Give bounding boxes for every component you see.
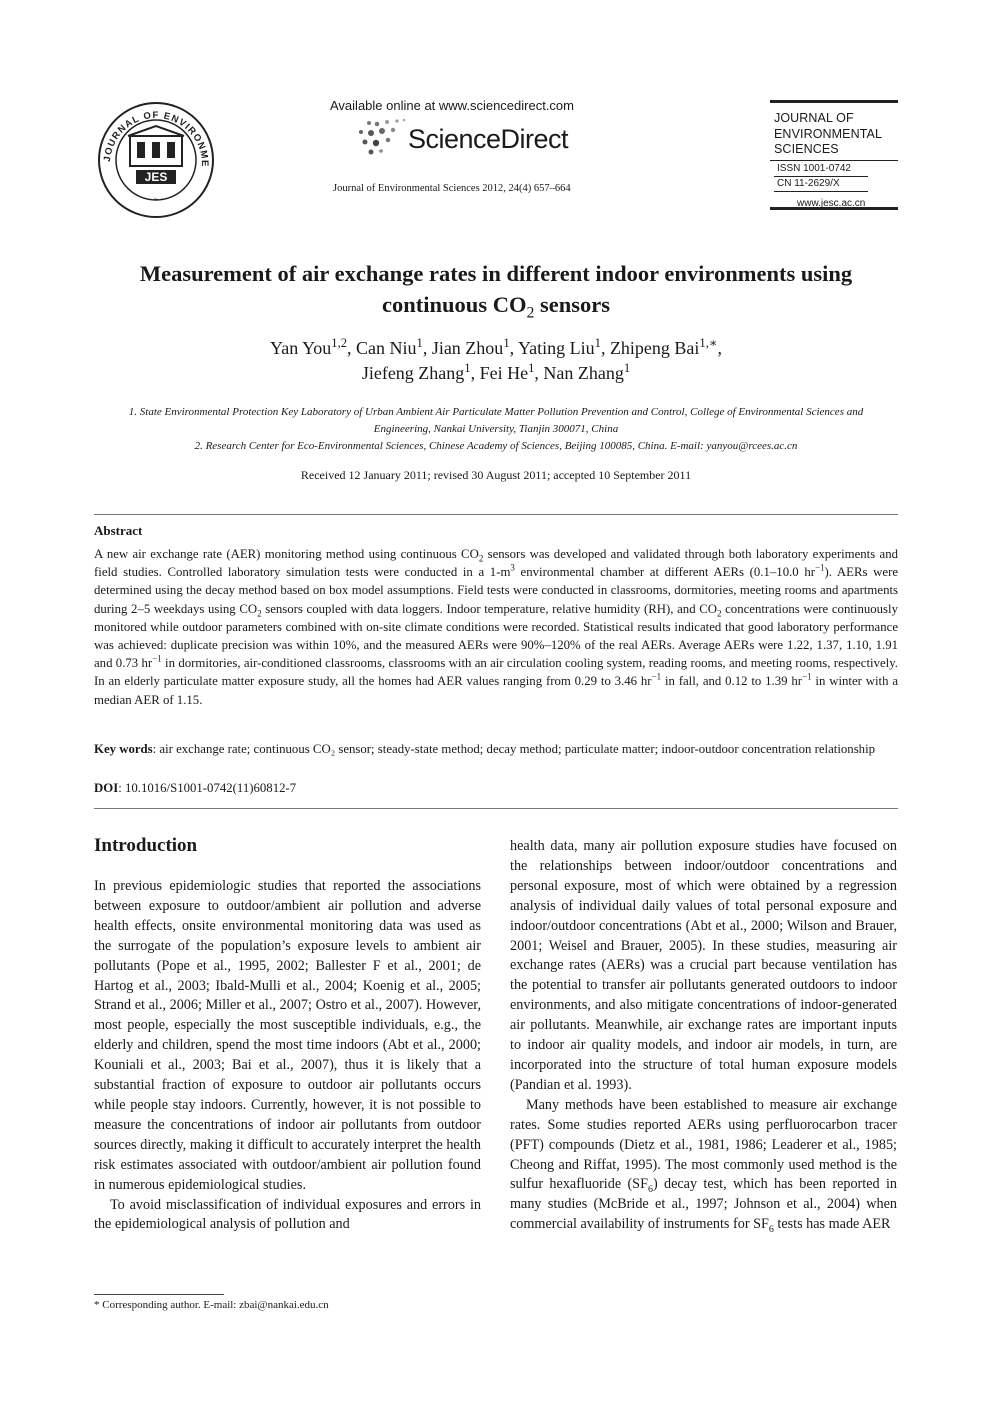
keywords: Key words: air exchange rate; continuous CO₂ sensor; steady-state method; decay method; particulate matter; indoor-outdoor concentration relationship xyxy=(94,742,876,756)
affiliation-1: 1. State Environmental Protection Key Laboratory of Urban Ambient Air Particulate Matter Pollution Prevention and Control, College of Environmental Sciences and Engineering, Nankai University, Tianjin 300071, China xyxy=(128,406,864,435)
body-column-left xyxy=(94,877,481,1235)
abstract-body: A new air exchange rate (AER) monitoring method using continuous $CO_2$ sensors was developed and validated through both laboratory experiments and field studies. Controlled laboratory simulation tests were conducted in a $1-m^3$ environmental chamber at different AERs (0.1–10.0 $hr^{-1}$). AERs were determined using the decay method based on box model assumptions. Field tests were conducted in classrooms, dormitories, meeting rooms and apartments during 2–5 weekdays using $CO_2$ sensors coupled with data loggers. Indoor temperature, relative humidity (RH), and $CO_2$ concentrations were continuously monitored while outdoor parameters combined with on-site climate conditions were recorded. Statistical results indicated that good laboratory performance was achieved: duplicate precision was within 10%, and the measured AERs were 90%–120% of the real AERs. Average AERs were 1.22, 1.37, 1.10, 1.91 and 0.73 $hr^{-1}$ in dormitories, air-conditioned classrooms, classrooms with an air circulation cooling system, reading rooms, and meeting rooms, respectively. In an elderly particulate matter exposure study, all the homes had AER values ranging from 0.29 to 3.46 $hr^{-1}$ in fall, and 0.12 to 1.39 $hr^{-1}$ in winter with a median AER of 1.15. xyxy=(94,547,899,707)
divider xyxy=(94,514,898,515)
author: Nan Zhang xyxy=(543,363,624,383)
body-column-right xyxy=(510,837,897,1235)
author: Yating Liu xyxy=(517,338,595,358)
author: Zhipeng Bai xyxy=(609,338,700,358)
affiliations xyxy=(110,404,882,455)
journal-name: JOURNAL OF ENVIRONMENTAL SCIENCES xyxy=(774,111,883,156)
journal-citation: Journal of Environmental Sciences 2012, 24(4) 657–664 xyxy=(333,183,571,194)
svg-text:JOURNAL OF ENVIRONMENTAL SCIEN: JOURNAL OF ENVIRONME xyxy=(101,109,211,168)
affiliation-2: 2. Research Center for Eco-Environmental Sciences, Chinese Academy of Sciences, Beijing 100085, China. E-mail: yanyou@rcees.ac.cn xyxy=(194,440,798,452)
doi[interactable]: DOI: 10.1016/S1001-0742(11)60812-7 xyxy=(94,781,297,795)
received-dates: Received 12 January 2011; revised 30 August 2011; accepted 10 September 2011 xyxy=(300,468,692,482)
logo-text: JES xyxy=(144,170,168,184)
journal-logo xyxy=(94,100,218,220)
paragraph: In previous epidemiologic studies that reported the associations between exposure to outdoor/ambient air pollution and adverse health effects, onsite environmental monitoring data was used as the surrogate of the population’s exposure levels to ambient air pollutants (Pope et al., 1995, 2002; Ballester F et al., 2001; de Hartog et al., 2003; Ibald-Mulli et al., 2004; Koenig et al., 2005; Strand et al., 2006; Miller et al., 2007; Ostro et al., 2007). However, most people, especially the most susceptible individuals, e.g., the elderly and children, spend the most time indoors (Abt et al., 2000; Kouniali et al., 2003; Bai et al., 2007), thus it is likely that a substantial fraction of exposure to outdoor air pollutants occurs while people stay indoors. Currently, however, it is not possible to measure the concentrations of indoor air pollutants from outdoor sources directly, making it difficult to accurately interpret the health risk estimates associated with outdoor/ambient air pollution found in numerous epidemiological studies. xyxy=(94,878,481,1193)
author: Can Niu xyxy=(356,338,417,358)
paragraph: Many methods have been established to measure air exchange rates. Some studies reported AERs using perfluorocarbon tracer (PFT) compounds (Dietz et al., 1981, 1986; Leaderer et al., 1985; Cheong and Riffat, 1995). The most commonly used method is the sulfur hexafluoride $(SF_6)$ decay test, which has been reported in many studies (McBride et al., 1997; Johnson et al., 2004) when commercial availability of instruments for $SF_6$ tests has made AER xyxy=(510,1096,897,1236)
author: Fei He xyxy=(479,363,529,383)
author: Jian Zhou xyxy=(431,338,504,358)
divider xyxy=(94,808,898,809)
abstract-heading: Abstract xyxy=(94,523,143,538)
paragraph: health data, many air pollution exposure studies have focused on the relationships between indoor/outdoor concentrations and personal exposure, most of which were obtained by a regression analysis of individual daily values of total personal exposure and indoor/outdoor concentrations (Abt et al., 2000; Wilson and Brauer, 2001; Weisel and Brauer, 2005). In these studies, measuring air exchange rates (AERs) was a crucial part because ventilation has the potential to transfer air pollutants generated outdoors to indoor environments, and also mitigate concentrations of indoor-generated air pollutants. Meanwhile, air exchange rates are important inputs to indoor air quality models, and indoor air models, in turn, are incorporated into the structure of total human exposure models (Pandian et al. 1993). xyxy=(510,838,897,1093)
author-list: Yan You$^{1,2}$, Can Niu$^1$, Jian Zhou$^1$, Yating Liu$^1$, Zhipeng Bai$^{1,∗}$, Jiefeng Zhang$^1$, Fei He$^1$, Nan Zhang$^1$ xyxy=(270,336,722,383)
footnote-divider xyxy=(94,1294,224,1295)
journal-url[interactable]: www.jesc.ac.cn xyxy=(797,198,866,209)
paper-title: Measurement of air exchange rates in different indoor environments using continuous $CO_2$ sensors xyxy=(139,261,853,322)
author: Yan You xyxy=(270,338,332,358)
available-online: Available online at www.sciencedirect.com xyxy=(330,98,574,113)
journal-cn: CN 11-2629/X xyxy=(777,178,840,189)
svg-text:~ ~ ~: ~ ~ ~ xyxy=(146,195,166,204)
section-heading-introduction: Introduction xyxy=(94,835,198,856)
journal-issn: ISSN 1001-0742 xyxy=(777,163,851,174)
author: Jiefeng Zhang xyxy=(361,363,465,383)
sciencedirect-dots-icon xyxy=(357,118,407,158)
corresponding-author-footnote: * Corresponding author. E-mail: zbai@nankai.edu.cn xyxy=(94,1299,329,1311)
paragraph: To avoid misclassification of individual exposures and errors in the epidemiological analysis of pollution and xyxy=(94,1196,481,1233)
sciencedirect-wordmark: ScienceDirect xyxy=(408,124,569,154)
